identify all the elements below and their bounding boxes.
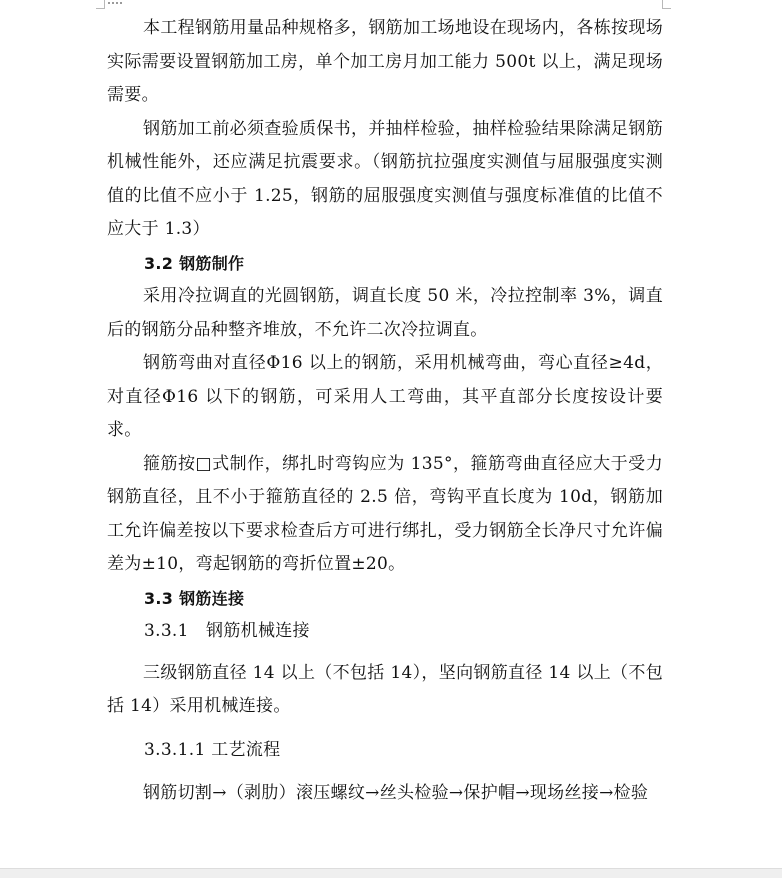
paragraph-process-steps: 钢筋切割→（剥肋）滚压螺纹→丝头检验→保护帽→现场丝接→检验 — [143, 783, 649, 803]
paragraph-quality-check: 钢筋加工前必须查验质保书，并抽样检验，抽样检验结果除满足钢筋机械性能外，还应满足抗震要求。（钢筋抗拉强度实测值与屈服强度实测值的比值不应小于 1.25，钢筋的屈服强度实测值与强度标准值的比值不应大于 1.3） — [107, 118, 663, 239]
paragraph-rebar-workshop: 本工程钢筋用量品种规格多，钢筋加工场地设在现场内，各栋按现场实际需要设置钢筋加工房，单个加工房月加工能力 500t 以上，满足现场需要。 — [107, 18, 663, 105]
paragraph-connection-scope: 三级钢筋直径 14 以上（不包括 14），坚向钢筋直径 14 以上（不包括 14）采用机械连接。 — [107, 662, 663, 716]
header-fragment-mark — [108, 0, 122, 4]
subheading-mechanical-connection: 3.3.1 钢筋机械连接 — [144, 621, 310, 641]
heading-rebar-connection: 3.3 钢筋连接 — [144, 588, 245, 608]
paragraph-stirrups: 箍筋按□式制作，绑扎时弯钩应为 135°，箍筋弯曲直径应大于受力钢筋直径，且不小于箍筋直径的 2.5 倍，弯钩平直长度为 10d，钢筋加工允许偏差按以下要求检查后方可进行绑扎，受力钢筋全长净尺寸允许偏差为±10，弯起钢筋的弯折位置±20。 — [107, 453, 663, 574]
margin-corner-mark-left — [96, 0, 105, 9]
subheading-process-flow: 3.3.1.1 工艺流程 — [144, 739, 281, 760]
heading-rebar-fabrication: 3.2 钢筋制作 — [144, 253, 245, 273]
margin-corner-mark-right — [662, 0, 671, 9]
paragraph-cold-drawing: 采用冷拉调直的光圆钢筋，调直长度 50 米，冷拉控制率 3%，调直后的钢筋分品种整齐堆放，不允许二次冷拉调直。 — [107, 286, 663, 340]
paragraph-bending: 钢筋弯曲对直径Φ16 以上的钢筋，采用机械弯曲，弯心直径≥4d，对直径Φ16 以下的钢筋，可采用人工弯曲，其平直部分长度按设计要求。 — [107, 353, 663, 440]
document-body[interactable] — [107, 12, 663, 811]
